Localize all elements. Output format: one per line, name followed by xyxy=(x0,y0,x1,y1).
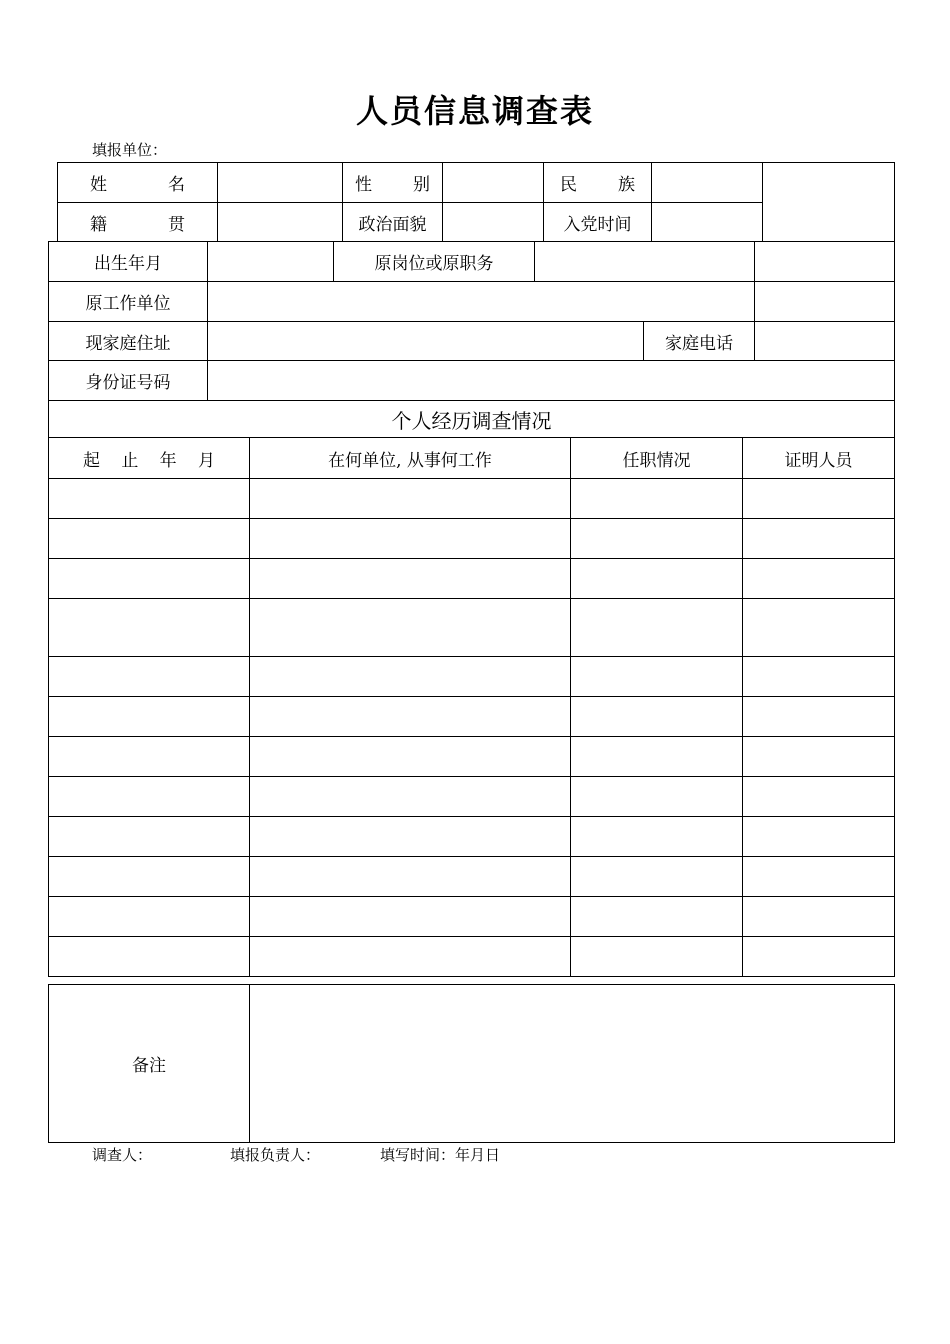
history-employer-work-cell[interactable] xyxy=(249,696,571,737)
history-employer-work-cell[interactable] xyxy=(249,936,571,977)
witness-header: 证明人员 xyxy=(742,437,895,479)
employer-work-header: 在何单位, 从事何工作 xyxy=(249,437,571,479)
history-position-cell[interactable] xyxy=(570,856,743,897)
home-address-label: 现家庭住址 xyxy=(48,321,208,361)
history-period-cell[interactable] xyxy=(48,816,250,857)
id-number-label: 身份证号码 xyxy=(48,360,208,401)
gender-label: 性 别 xyxy=(342,162,443,203)
history-witness-cell[interactable] xyxy=(742,518,895,559)
native-place-field[interactable] xyxy=(217,202,343,242)
responsible-label: 填报负责人： xyxy=(230,1146,321,1164)
history-period-cell[interactable] xyxy=(48,736,250,777)
history-position-cell[interactable] xyxy=(570,736,743,777)
party-join-date-field[interactable] xyxy=(651,202,763,242)
home-address-field[interactable] xyxy=(207,321,644,361)
ethnicity-label: 民 族 xyxy=(543,162,652,203)
birth-date-label: 出生年月 xyxy=(48,241,208,282)
fill-date-label: 填写时间：年月日 xyxy=(380,1146,501,1164)
history-employer-work-cell[interactable] xyxy=(249,598,571,657)
history-employer-work-cell[interactable] xyxy=(249,856,571,897)
political-status-label: 政治面貌 xyxy=(342,202,443,242)
history-employer-work-cell[interactable] xyxy=(249,816,571,857)
history-witness-cell[interactable] xyxy=(742,478,895,519)
period-header: 起 止 年 月 xyxy=(48,437,250,479)
history-position-cell[interactable] xyxy=(570,696,743,737)
history-period-cell[interactable] xyxy=(48,478,250,519)
history-witness-cell[interactable] xyxy=(742,856,895,897)
page-title: 人员信息调查表 xyxy=(355,92,594,130)
native-place-label: 籍 贯 xyxy=(57,202,218,242)
history-witness-cell[interactable] xyxy=(742,558,895,599)
history-witness-cell[interactable] xyxy=(742,936,895,977)
history-period-cell[interactable] xyxy=(48,936,250,977)
history-position-cell[interactable] xyxy=(570,776,743,817)
remarks-field[interactable] xyxy=(249,984,895,1143)
birth-row-extra-field[interactable] xyxy=(754,241,895,282)
history-witness-cell[interactable] xyxy=(742,598,895,657)
original-position-label: 原岗位或原职务 xyxy=(333,241,535,282)
history-period-cell[interactable] xyxy=(48,856,250,897)
id-number-field[interactable] xyxy=(207,360,895,401)
employer-row-extra-field[interactable] xyxy=(754,281,895,322)
ethnicity-field[interactable] xyxy=(651,162,763,203)
gender-field[interactable] xyxy=(442,162,544,203)
original-position-field[interactable] xyxy=(534,241,755,282)
history-witness-cell[interactable] xyxy=(742,776,895,817)
home-phone-field[interactable] xyxy=(754,321,895,361)
history-position-cell[interactable] xyxy=(570,936,743,977)
history-witness-cell[interactable] xyxy=(742,896,895,937)
original-employer-label: 原工作单位 xyxy=(48,281,208,322)
home-phone-label: 家庭电话 xyxy=(643,321,755,361)
history-employer-work-cell[interactable] xyxy=(249,656,571,697)
history-position-cell[interactable] xyxy=(570,558,743,599)
history-witness-cell[interactable] xyxy=(742,696,895,737)
reporting-unit-label: 填报单位： xyxy=(92,141,168,159)
name-label: 姓 名 xyxy=(57,162,218,203)
history-witness-cell[interactable] xyxy=(742,656,895,697)
history-period-cell[interactable] xyxy=(48,558,250,599)
history-employer-work-cell[interactable] xyxy=(249,518,571,559)
investigator-label: 调查人： xyxy=(92,1146,153,1164)
history-period-cell[interactable] xyxy=(48,598,250,657)
name-field[interactable] xyxy=(217,162,343,203)
history-period-cell[interactable] xyxy=(48,896,250,937)
history-period-cell[interactable] xyxy=(48,656,250,697)
political-status-field[interactable] xyxy=(442,202,544,242)
history-position-cell[interactable] xyxy=(570,816,743,857)
history-position-cell[interactable] xyxy=(570,478,743,519)
remarks-label: 备注 xyxy=(48,984,250,1143)
history-period-cell[interactable] xyxy=(48,518,250,559)
history-position-cell[interactable] xyxy=(570,598,743,657)
history-position-cell[interactable] xyxy=(570,896,743,937)
history-period-cell[interactable] xyxy=(48,696,250,737)
history-employer-work-cell[interactable] xyxy=(249,478,571,519)
history-employer-work-cell[interactable] xyxy=(249,896,571,937)
history-section-title: 个人经历调查情况 xyxy=(48,400,895,438)
history-witness-cell[interactable] xyxy=(742,736,895,777)
original-employer-field[interactable] xyxy=(207,281,755,322)
history-employer-work-cell[interactable] xyxy=(249,776,571,817)
photo-box[interactable] xyxy=(762,162,895,242)
position-header: 任职情况 xyxy=(570,437,743,479)
party-join-date-label: 入党时间 xyxy=(543,202,652,242)
history-employer-work-cell[interactable] xyxy=(249,558,571,599)
history-witness-cell[interactable] xyxy=(742,816,895,857)
history-employer-work-cell[interactable] xyxy=(249,736,571,777)
history-position-cell[interactable] xyxy=(570,518,743,559)
birth-date-field[interactable] xyxy=(207,241,334,282)
history-position-cell[interactable] xyxy=(570,656,743,697)
history-period-cell[interactable] xyxy=(48,776,250,817)
